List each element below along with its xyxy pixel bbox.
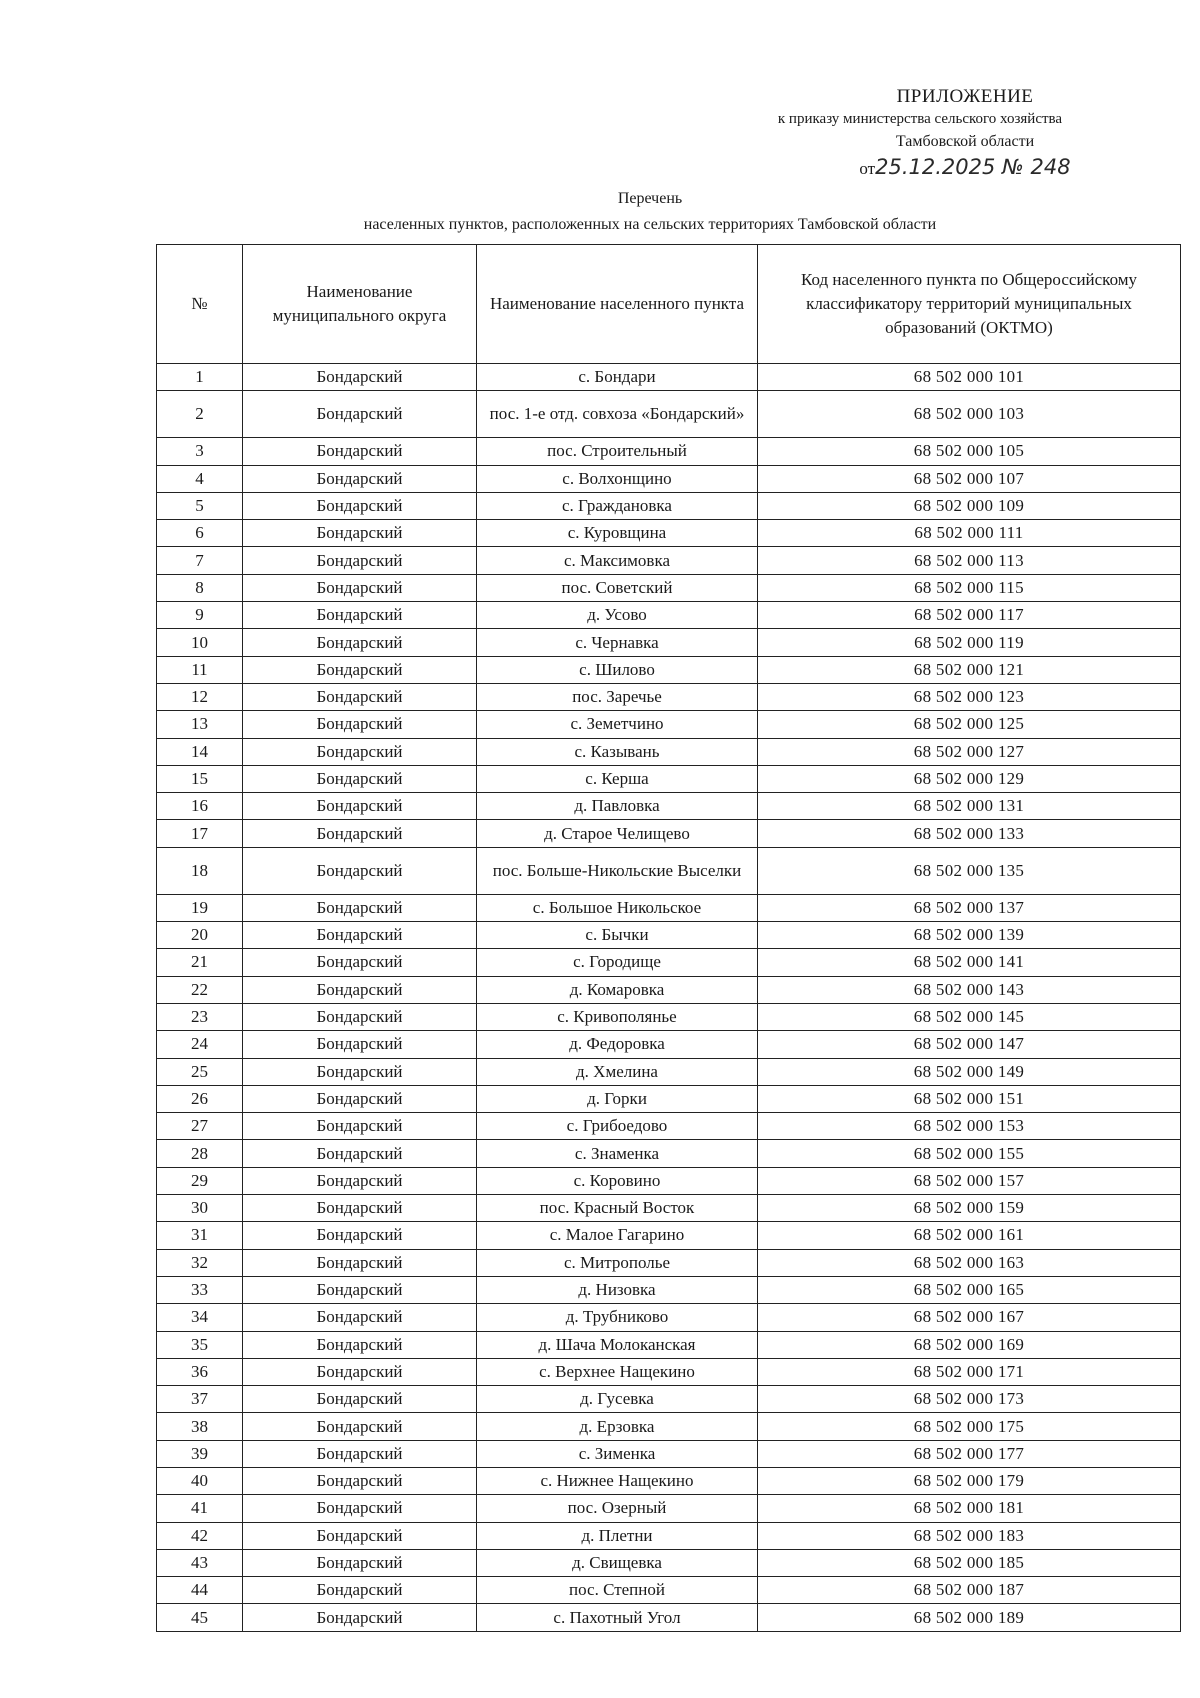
row-district: Бондарский (243, 1140, 477, 1167)
table-row (157, 438, 1181, 465)
row-district: Бондарский (243, 629, 477, 656)
row-district: Бондарский (243, 847, 477, 894)
table-row (157, 465, 1181, 492)
row-number: 1 (157, 364, 243, 391)
row-district: Бондарский (243, 711, 477, 738)
column-header-oktmo-code: Код населенного пункта по Общероссийскому классификатору территорий муниципальных образований (ОКТМО) (758, 245, 1181, 364)
row-oktmo-code: 68 502 000 137 (758, 894, 1181, 921)
column-header-number: № (157, 245, 243, 364)
document-title: Перечень (617, 190, 683, 207)
row-district: Бондарский (243, 1604, 477, 1631)
table-row (157, 1249, 1181, 1276)
row-number: 8 (157, 574, 243, 601)
row-settlement: д. Свищевка (477, 1549, 758, 1576)
table-row (157, 1549, 1181, 1576)
row-number: 11 (157, 656, 243, 683)
table-row (157, 949, 1181, 976)
row-number: 13 (157, 711, 243, 738)
row-oktmo-code: 68 502 000 187 (758, 1577, 1181, 1604)
row-oktmo-code: 68 502 000 143 (758, 976, 1181, 1003)
table-row (157, 492, 1181, 519)
row-district: Бондарский (243, 738, 477, 765)
table-row (157, 1577, 1181, 1604)
row-number: 21 (157, 949, 243, 976)
row-oktmo-code: 68 502 000 139 (758, 922, 1181, 949)
row-number: 14 (157, 738, 243, 765)
row-oktmo-code: 68 502 000 109 (758, 492, 1181, 519)
row-settlement: с. Граждановка (477, 492, 758, 519)
row-district: Бондарский (243, 465, 477, 492)
row-district: Бондарский (243, 1577, 477, 1604)
row-district: Бондарский (243, 894, 477, 921)
row-district: Бондарский (243, 949, 477, 976)
row-settlement: с. Малое Гагарино (477, 1222, 758, 1249)
row-district: Бондарский (243, 1276, 477, 1303)
row-settlement: д. Низовка (477, 1276, 758, 1303)
row-district: Бондарский (243, 922, 477, 949)
row-oktmo-code: 68 502 000 157 (758, 1167, 1181, 1194)
row-number: 4 (157, 465, 243, 492)
row-number: 22 (157, 976, 243, 1003)
table-row (157, 1358, 1181, 1385)
table-row (157, 922, 1181, 949)
row-district: Бондарский (243, 574, 477, 601)
row-number: 28 (157, 1140, 243, 1167)
row-settlement: пос. Озерный (477, 1495, 758, 1522)
table-row (157, 1113, 1181, 1140)
row-district: Бондарский (243, 1358, 477, 1385)
row-number: 36 (157, 1358, 243, 1385)
row-district: Бондарский (243, 1222, 477, 1249)
row-number: 34 (157, 1304, 243, 1331)
row-settlement: д. Федоровка (477, 1031, 758, 1058)
row-settlement: с. Чернавка (477, 629, 758, 656)
row-oktmo-code: 68 502 000 149 (758, 1058, 1181, 1085)
table-row (157, 820, 1181, 847)
row-settlement: с. Верхнее Нащекино (477, 1358, 758, 1385)
row-settlement: с. Бондари (477, 364, 758, 391)
row-district: Бондарский (243, 391, 477, 438)
row-settlement: с. Большое Никольское (477, 894, 758, 921)
row-number: 37 (157, 1386, 243, 1413)
row-district: Бондарский (243, 364, 477, 391)
table-row (157, 1495, 1181, 1522)
row-oktmo-code: 68 502 000 177 (758, 1440, 1181, 1467)
row-oktmo-code: 68 502 000 183 (758, 1522, 1181, 1549)
row-district: Бондарский (243, 793, 477, 820)
row-district: Бондарский (243, 520, 477, 547)
row-oktmo-code: 68 502 000 185 (758, 1549, 1181, 1576)
row-oktmo-code: 68 502 000 129 (758, 765, 1181, 792)
row-oktmo-code: 68 502 000 113 (758, 547, 1181, 574)
row-number: 24 (157, 1031, 243, 1058)
row-oktmo-code: 68 502 000 133 (758, 820, 1181, 847)
row-oktmo-code: 68 502 000 189 (758, 1604, 1181, 1631)
row-settlement: с. Грибоедово (477, 1113, 758, 1140)
row-district: Бондарский (243, 1440, 477, 1467)
table-row (157, 656, 1181, 683)
row-number: 18 (157, 847, 243, 894)
row-oktmo-code: 68 502 000 127 (758, 738, 1181, 765)
row-number: 15 (157, 765, 243, 792)
row-oktmo-code: 68 502 000 131 (758, 793, 1181, 820)
table-row (157, 711, 1181, 738)
row-oktmo-code: 68 502 000 119 (758, 629, 1181, 656)
row-settlement: д. Трубниково (477, 1304, 758, 1331)
row-oktmo-code: 68 502 000 181 (758, 1495, 1181, 1522)
table-row (157, 1195, 1181, 1222)
row-number: 16 (157, 793, 243, 820)
appendix-title: ПРИЛОЖЕНИЕ (896, 86, 1034, 107)
table-row (157, 629, 1181, 656)
appendix-region-line: Тамбовской области (895, 133, 1035, 150)
table-row (157, 1140, 1181, 1167)
row-number: 38 (157, 1413, 243, 1440)
table-row (157, 1304, 1181, 1331)
row-oktmo-code: 68 502 000 169 (758, 1331, 1181, 1358)
row-settlement: пос. Советский (477, 574, 758, 601)
row-settlement: с. Волхонщино (477, 465, 758, 492)
row-number: 10 (157, 629, 243, 656)
row-oktmo-code: 68 502 000 155 (758, 1140, 1181, 1167)
row-number: 9 (157, 602, 243, 629)
table-row (157, 1413, 1181, 1440)
appendix-date-line (790, 154, 1140, 182)
row-oktmo-code: 68 502 000 135 (758, 847, 1181, 894)
row-number: 27 (157, 1113, 243, 1140)
row-oktmo-code: 68 502 000 147 (758, 1031, 1181, 1058)
table-body (157, 364, 1181, 1632)
row-settlement: д. Шача Молоканская (477, 1331, 758, 1358)
table-row (157, 1522, 1181, 1549)
row-district: Бондарский (243, 765, 477, 792)
row-district: Бондарский (243, 1167, 477, 1194)
row-oktmo-code: 68 502 000 117 (758, 602, 1181, 629)
table-row (157, 1222, 1181, 1249)
table-row (157, 976, 1181, 1003)
row-number: 30 (157, 1195, 243, 1222)
row-oktmo-code: 68 502 000 179 (758, 1467, 1181, 1494)
row-number: 7 (157, 547, 243, 574)
table-row (157, 1276, 1181, 1303)
row-district: Бондарский (243, 547, 477, 574)
table-row (157, 1058, 1181, 1085)
row-oktmo-code: 68 502 000 105 (758, 438, 1181, 465)
row-number: 29 (157, 1167, 243, 1194)
row-district: Бондарский (243, 1031, 477, 1058)
table-row (157, 847, 1181, 894)
row-settlement: с. Нижнее Нащекино (477, 1467, 758, 1494)
row-oktmo-code: 68 502 000 103 (758, 391, 1181, 438)
table-row (157, 738, 1181, 765)
row-settlement: с. Земетчино (477, 711, 758, 738)
row-number: 33 (157, 1276, 243, 1303)
row-settlement: с. Знаменка (477, 1140, 758, 1167)
table-row (157, 364, 1181, 391)
row-settlement: пос. 1-е отд. совхоза «Бондарский» (477, 391, 758, 438)
row-district: Бондарский (243, 656, 477, 683)
table-row (157, 683, 1181, 710)
row-district: Бондарский (243, 683, 477, 710)
table-row (157, 574, 1181, 601)
row-number: 45 (157, 1604, 243, 1631)
row-number: 23 (157, 1003, 243, 1030)
row-district: Бондарский (243, 976, 477, 1003)
row-oktmo-code: 68 502 000 153 (758, 1113, 1181, 1140)
row-oktmo-code: 68 502 000 175 (758, 1413, 1181, 1440)
date-prefix: от (859, 159, 876, 178)
row-number: 3 (157, 438, 243, 465)
row-district: Бондарский (243, 1413, 477, 1440)
table-row (157, 1331, 1181, 1358)
row-district: Бондарский (243, 1467, 477, 1494)
row-number: 25 (157, 1058, 243, 1085)
row-settlement: с. Зименка (477, 1440, 758, 1467)
row-oktmo-code: 68 502 000 121 (758, 656, 1181, 683)
row-settlement: д. Гусевка (477, 1386, 758, 1413)
column-header-settlement: Наименование населенного пункта (477, 245, 758, 364)
row-settlement: пос. Больше-Никольские Выселки (477, 847, 758, 894)
row-number: 39 (157, 1440, 243, 1467)
row-oktmo-code: 68 502 000 173 (758, 1386, 1181, 1413)
table-row (157, 765, 1181, 792)
document-subtitle: населенных пунктов, расположенных на сельских территориях Тамбовской области (363, 216, 937, 233)
settlements-table (156, 244, 1181, 1632)
row-district: Бондарский (243, 1249, 477, 1276)
table-row (157, 1167, 1181, 1194)
table-row (157, 1386, 1181, 1413)
row-oktmo-code: 68 502 000 159 (758, 1195, 1181, 1222)
table-row (157, 520, 1181, 547)
row-oktmo-code: 68 502 000 161 (758, 1222, 1181, 1249)
row-number: 6 (157, 520, 243, 547)
row-oktmo-code: 68 502 000 171 (758, 1358, 1181, 1385)
row-settlement: с. Коровино (477, 1167, 758, 1194)
table-row (157, 894, 1181, 921)
table-header-row (157, 245, 1181, 364)
appendix-header (700, 86, 1140, 182)
appendix-order-line: к приказу министерства сельского хозяйства (777, 111, 1063, 127)
row-number: 40 (157, 1467, 243, 1494)
row-settlement: д. Горки (477, 1085, 758, 1112)
row-oktmo-code: 68 502 000 167 (758, 1304, 1181, 1331)
table-row (157, 391, 1181, 438)
row-settlement: д. Павловка (477, 793, 758, 820)
row-district: Бондарский (243, 1195, 477, 1222)
row-settlement: пос. Заречье (477, 683, 758, 710)
row-oktmo-code: 68 502 000 165 (758, 1276, 1181, 1303)
table-row (157, 793, 1181, 820)
row-settlement: с. Шилово (477, 656, 758, 683)
row-number: 26 (157, 1085, 243, 1112)
table-row (157, 1085, 1181, 1112)
row-district: Бондарский (243, 1386, 477, 1413)
table-row (157, 1003, 1181, 1030)
row-district: Бондарский (243, 1495, 477, 1522)
row-settlement: с. Куровщина (477, 520, 758, 547)
row-district: Бондарский (243, 438, 477, 465)
row-district: Бондарский (243, 1058, 477, 1085)
row-oktmo-code: 68 502 000 111 (758, 520, 1181, 547)
table-row (157, 1031, 1181, 1058)
table-row (157, 1440, 1181, 1467)
row-settlement: д. Старое Челищево (477, 820, 758, 847)
row-oktmo-code: 68 502 000 123 (758, 683, 1181, 710)
row-oktmo-code: 68 502 000 163 (758, 1249, 1181, 1276)
row-number: 12 (157, 683, 243, 710)
row-oktmo-code: 68 502 000 145 (758, 1003, 1181, 1030)
table-row (157, 547, 1181, 574)
row-settlement: с. Городище (477, 949, 758, 976)
row-oktmo-code: 68 502 000 141 (758, 949, 1181, 976)
row-district: Бондарский (243, 1113, 477, 1140)
row-number: 31 (157, 1222, 243, 1249)
table-row (157, 1604, 1181, 1631)
row-number: 20 (157, 922, 243, 949)
row-settlement: пос. Красный Восток (477, 1195, 758, 1222)
row-oktmo-code: 68 502 000 151 (758, 1085, 1181, 1112)
row-number: 44 (157, 1577, 243, 1604)
row-oktmo-code: 68 502 000 125 (758, 711, 1181, 738)
row-settlement: с. Максимовка (477, 547, 758, 574)
row-oktmo-code: 68 502 000 107 (758, 465, 1181, 492)
row-district: Бондарский (243, 1304, 477, 1331)
row-settlement: д. Комаровка (477, 976, 758, 1003)
row-number: 19 (157, 894, 243, 921)
row-number: 5 (157, 492, 243, 519)
row-settlement: пос. Степной (477, 1577, 758, 1604)
row-district: Бондарский (243, 1522, 477, 1549)
row-settlement: с. Бычки (477, 922, 758, 949)
row-oktmo-code: 68 502 000 115 (758, 574, 1181, 601)
row-number: 2 (157, 391, 243, 438)
row-district: Бондарский (243, 1085, 477, 1112)
row-district: Бондарский (243, 1549, 477, 1576)
row-number: 32 (157, 1249, 243, 1276)
row-number: 35 (157, 1331, 243, 1358)
handwritten-date-number: 25.12.2025 № 248 (875, 155, 1071, 179)
row-settlement: с. Пахотный Угол (477, 1604, 758, 1631)
row-number: 41 (157, 1495, 243, 1522)
row-number: 43 (157, 1549, 243, 1576)
table-row (157, 1467, 1181, 1494)
row-settlement: с. Митрополье (477, 1249, 758, 1276)
row-settlement: д. Усово (477, 602, 758, 629)
row-district: Бондарский (243, 602, 477, 629)
row-district: Бондарский (243, 1331, 477, 1358)
row-oktmo-code: 68 502 000 101 (758, 364, 1181, 391)
table-row (157, 602, 1181, 629)
row-district: Бондарский (243, 492, 477, 519)
column-header-district: Наименование муниципального округа (243, 245, 477, 364)
row-settlement: с. Кривополянье (477, 1003, 758, 1030)
row-settlement: д. Ерзовка (477, 1413, 758, 1440)
row-settlement: пос. Строительный (477, 438, 758, 465)
row-settlement: с. Керша (477, 765, 758, 792)
row-number: 42 (157, 1522, 243, 1549)
row-settlement: д. Хмелина (477, 1058, 758, 1085)
row-settlement: с. Казывань (477, 738, 758, 765)
row-settlement: д. Плетни (477, 1522, 758, 1549)
row-district: Бондарский (243, 820, 477, 847)
row-district: Бондарский (243, 1003, 477, 1030)
row-number: 17 (157, 820, 243, 847)
